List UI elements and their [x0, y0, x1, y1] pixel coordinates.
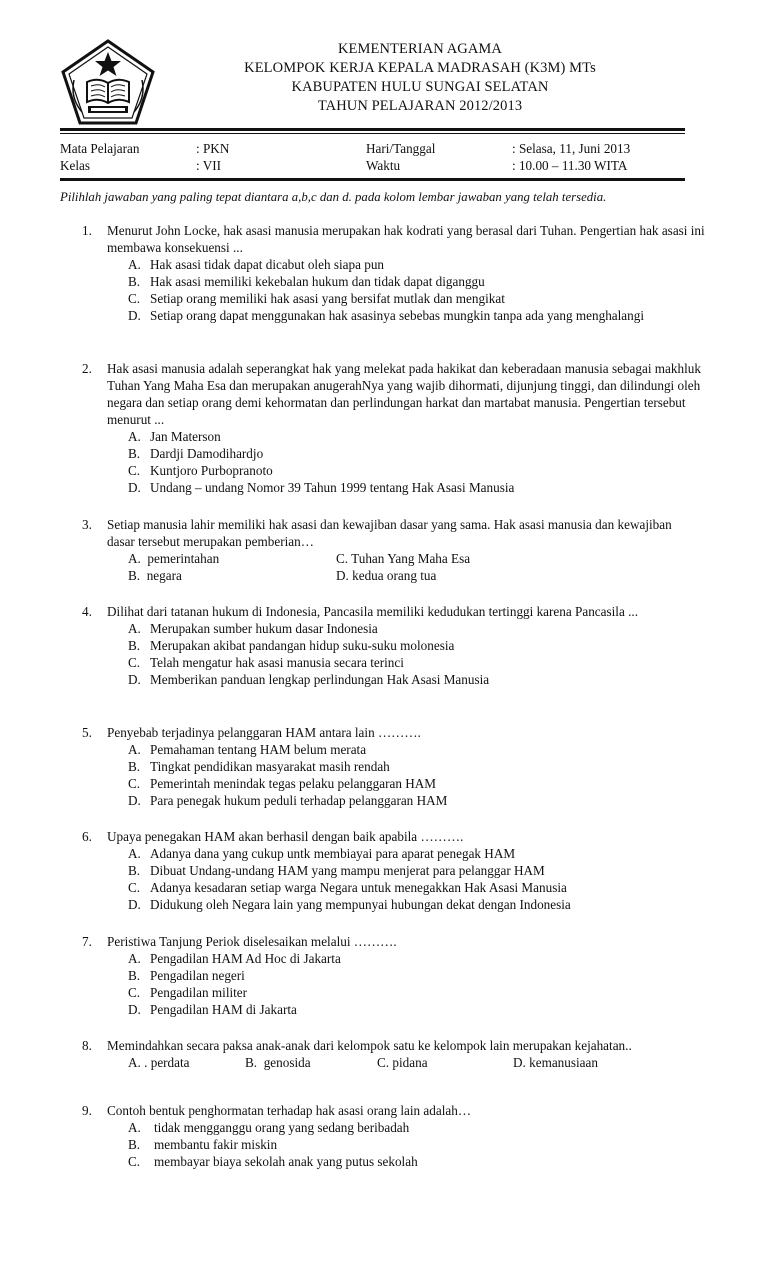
option-a: A. pemerintahan: [128, 551, 220, 566]
question-number: 2.: [82, 361, 92, 376]
option-c: C. Kuntjoro Purbopranoto: [128, 463, 273, 478]
option-c: C. Pengadilan militer: [128, 985, 248, 1000]
option-b: B. Tingkat pendidikan masyarakat masih rendah: [128, 759, 390, 774]
option-a: A. tidak mengganggu orang yang sedang beribadah: [128, 1120, 410, 1135]
option-a: A. Hak asasi tidak dapat dicabut oleh siapa pun: [128, 257, 385, 272]
question-5: [82, 724, 712, 809]
question-number: 8.: [82, 1038, 92, 1053]
question-stem: Hak asasi manusia adalah seperangkat hak yang melekat pada hakikat dan keberadaan manusia sebagai makhluk Tuhan Yang Maha Esa dan merupakan anugerahNya yang wajib dihormati, dijunjung tinggi, dan dilindungi oleh negara dan setiap orang demi kehormatan dan perlindungan harkat dan martabat manusia. Pengertian tersebut menurut ...: [107, 361, 701, 427]
option-a: A. Adanya dana yang cukup untk membiayai para aparat penegak HAM: [128, 846, 516, 861]
option-d: D. Undang – undang Nomor 39 Tahun 1999 tentang Hak Asasi Manusia: [128, 480, 515, 495]
option-c: C. Setiap orang memiliki hak asasi yang bersifat mutlak dan mengikat: [128, 291, 505, 306]
instruction-text: Pilihlah jawaban yang paling tepat diantara a,b,c dan d. pada kolom lembar jawaban yang telah tersedia.: [60, 190, 607, 204]
info-divider: [60, 178, 685, 181]
question-number: 5.: [82, 725, 92, 740]
option-d: D. Didukung oleh Negara lain yang mempunyai hubungan dekat dengan Indonesia: [128, 897, 571, 912]
star-icon: [95, 52, 121, 76]
question-stem: Contoh bentuk penghormatan terhadap hak asasi orang lain adalah…: [107, 1103, 472, 1118]
question-3: [82, 516, 712, 584]
question-number: 4.: [82, 604, 92, 619]
question-stem: Setiap manusia lahir memiliki hak asasi dan kewajiban dasar yang sama. Hak asasi manusia dan kewajiban dasar tersebut merupakan pemberian…: [107, 517, 672, 549]
option-d: D. Memberikan panduan lengkap perlindungan Hak Asasi Manusia: [128, 672, 490, 687]
option-c: C. Pemerintah menindak tegas pelaku pelanggaran HAM: [128, 776, 437, 791]
header-divider: [60, 128, 685, 131]
question-stem: Peristiwa Tanjung Periok diselesaikan melalui ……….: [107, 934, 397, 949]
question-stem: Upaya penegakan HAM akan berhasil dengan baik apabila ……….: [107, 829, 464, 844]
question-stem: Memindahkan secara paksa anak-anak dari kelompok satu ke kelompok lain merupakan kejahatan..: [107, 1038, 632, 1053]
question-7: [82, 933, 712, 1018]
question-8: [82, 1037, 712, 1071]
subject-label: Mata Pelajaran: [60, 141, 140, 156]
option-c: C. membayar biaya sekolah anak yang putus sekolah: [128, 1154, 418, 1169]
header-group: KELOMPOK KERJA KEPALA MADRASAH (K3M) MTs: [244, 60, 596, 76]
question-6: [82, 828, 712, 913]
question-number: 6.: [82, 829, 92, 844]
option-a: A. . perdata: [128, 1055, 190, 1070]
class-label: Kelas: [60, 157, 91, 173]
question-9: [82, 1102, 712, 1170]
kemenag-logo: [60, 38, 156, 126]
option-a: A. Jan Materson: [128, 429, 221, 444]
option-a: A. Pengadilan HAM Ad Hoc di Jakarta: [128, 951, 341, 966]
time-value: : 10.00 – 11.30 WITA: [512, 157, 628, 173]
time-label: Waktu: [366, 157, 401, 173]
header-regency: KABUPATEN HULU SUNGAI SELATAN: [291, 79, 549, 95]
option-c: C. pidana: [377, 1055, 428, 1070]
option-c: C. Tuhan Yang Maha Esa: [336, 551, 471, 566]
question-stem: Menurut John Locke, hak asasi manusia merupakan hak kodrati yang berasal dari Tuhan. Pengertian hak asasi ini membawa konsekuensi ...: [107, 223, 705, 255]
subject-value: : PKN: [196, 141, 230, 156]
question-number: 3.: [82, 517, 92, 532]
question-2: [82, 360, 712, 496]
option-d: D. kedua orang tua: [336, 568, 437, 583]
option-b: B. negara: [128, 568, 182, 583]
document-header: [150, 40, 690, 116]
option-b: B. Hak asasi memiliki kekebalan hukum dan tidak dapat diganggu: [128, 274, 485, 289]
question-stem: Dilihat dari tatanan hukum di Indonesia, Pancasila memiliki kedudukan tertinggi karena Pancasila ...: [107, 604, 639, 619]
class-value: : VII: [196, 157, 222, 173]
option-c: C. Adanya kesadaran setiap warga Negara untuk menegakkan Hak Asasi Manusia: [128, 880, 567, 895]
question-number: 1.: [82, 223, 92, 238]
question-number: 9.: [82, 1103, 92, 1118]
option-d: D. Para penegak hukum peduli terhadap pelanggaran HAM: [128, 793, 448, 808]
question-4: [82, 603, 712, 688]
option-b: B. membantu fakir miskin: [128, 1137, 278, 1152]
option-d: D. kemanusiaan: [513, 1055, 598, 1070]
option-c: C. Telah mengatur hak asasi manusia secara terinci: [128, 655, 404, 670]
header-year: TAHUN PELAJARAN 2012/2013: [317, 98, 523, 114]
option-b: B. genosida: [245, 1055, 311, 1070]
option-a: A. Merupakan sumber hukum dasar Indonesia: [128, 621, 378, 636]
option-b: B. Dardji Damodihardjo: [128, 446, 264, 461]
option-a: A. Pemahaman tentang HAM belum merata: [128, 742, 367, 757]
day-date-value: : Selasa, 11, Juni 2013: [512, 141, 631, 156]
header-ministry: KEMENTERIAN AGAMA: [337, 41, 502, 57]
option-d: D. Setiap orang dapat menggunakan hak asasinya sebebas mungkin tanpa ada yang menghalangi: [128, 308, 645, 323]
day-date-label: Hari/Tanggal: [366, 141, 436, 156]
header-divider-thin: [60, 133, 685, 134]
option-b: B. Merupakan akibat pandangan hidup suku-suku molonesia: [128, 638, 455, 653]
question-stem: Penyebab terjadinya pelanggaran HAM antara lain ……….: [107, 725, 421, 740]
option-d: D. Pengadilan HAM di Jakarta: [128, 1002, 297, 1017]
option-b: B. Dibuat Undang-undang HAM yang mampu menjerat para pelanggar HAM: [128, 863, 545, 878]
question-1: [82, 222, 712, 324]
question-number: 7.: [82, 934, 92, 949]
exam-info: [60, 141, 700, 174]
option-b: B. Pengadilan negeri: [128, 968, 245, 983]
